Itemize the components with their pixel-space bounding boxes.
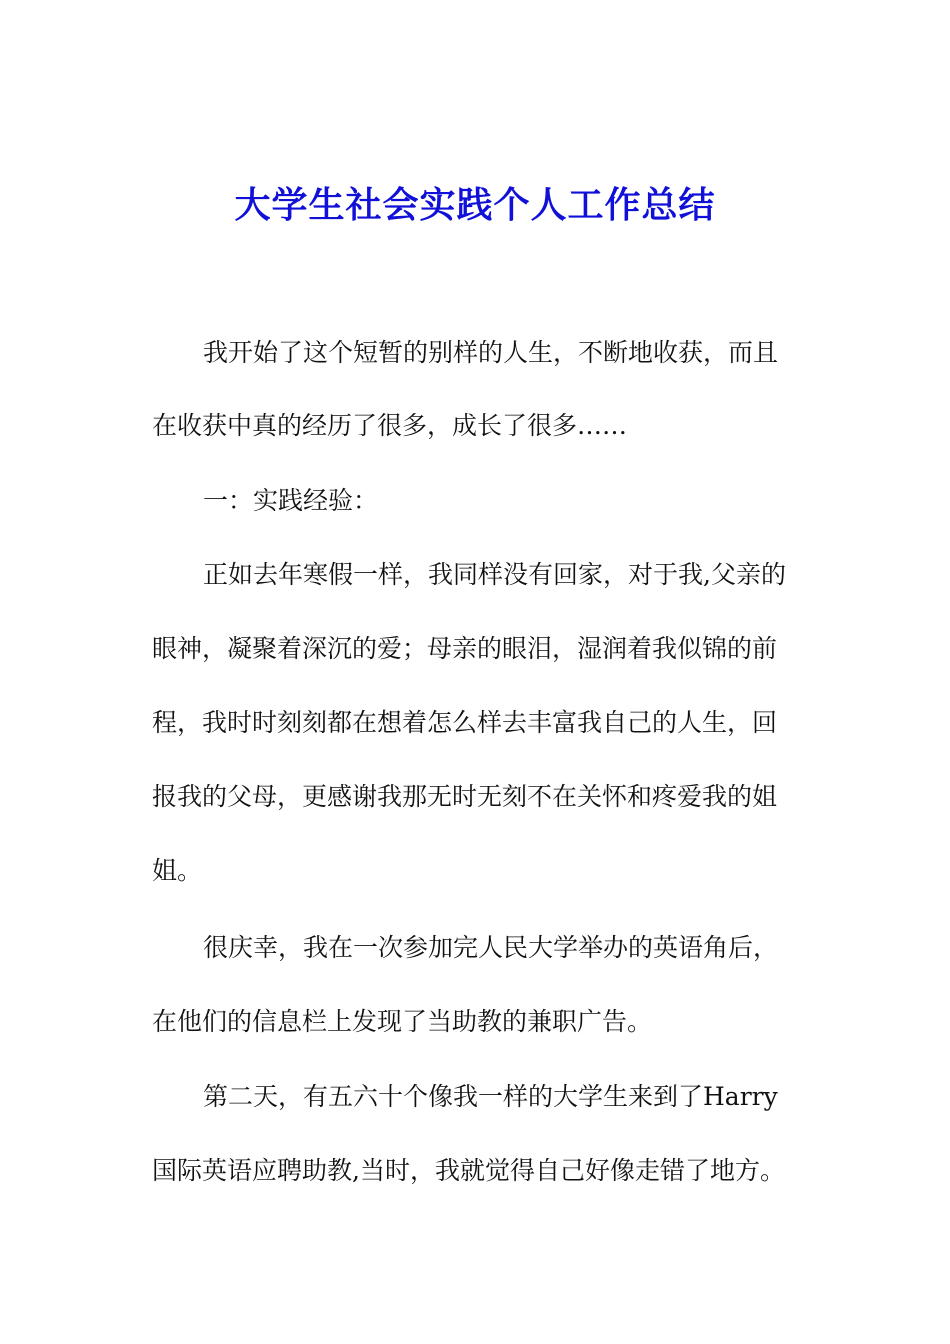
section-heading: 一：实践经验： <box>203 486 379 515</box>
paragraph-line: 很庆幸，我在一次参加完人民大学举办的英语角后， <box>203 933 779 962</box>
paragraph-line: 在他们的信息栏上发现了当助教的兼职广告。 <box>152 1007 653 1036</box>
paragraph-line: 眼神，凝聚着深沉的爱；母亲的眼泪，湿润着我似锦的前 <box>152 634 778 663</box>
paragraph-line: 正如去年寒假一样，我同样没有回家，对于我,父亲的 <box>203 560 786 589</box>
paragraph-line: 姐。 <box>152 856 203 885</box>
paragraph-line: 第二天，有五六十个像我一样的大学生来到了Harry <box>203 1082 778 1111</box>
document-title: 大学生社会实践个人工作总结 <box>234 184 716 226</box>
paragraph-line: 程，我时时刻刻都在想着怎么样去丰富我自己的人生，回 <box>152 708 778 737</box>
paragraph-line: 在收获中真的经历了很多，成长了很多…… <box>152 411 628 440</box>
paragraph-line: 报我的父母，更感谢我那无时无刻不在关怀和疼爱我的姐 <box>152 782 778 811</box>
paragraph-line: 国际英语应聘助教,当时，我就觉得自己好像走错了地方。 <box>152 1156 785 1185</box>
paragraph-line: 我开始了这个短暂的别样的人生，不断地收获，而且 <box>203 338 779 367</box>
